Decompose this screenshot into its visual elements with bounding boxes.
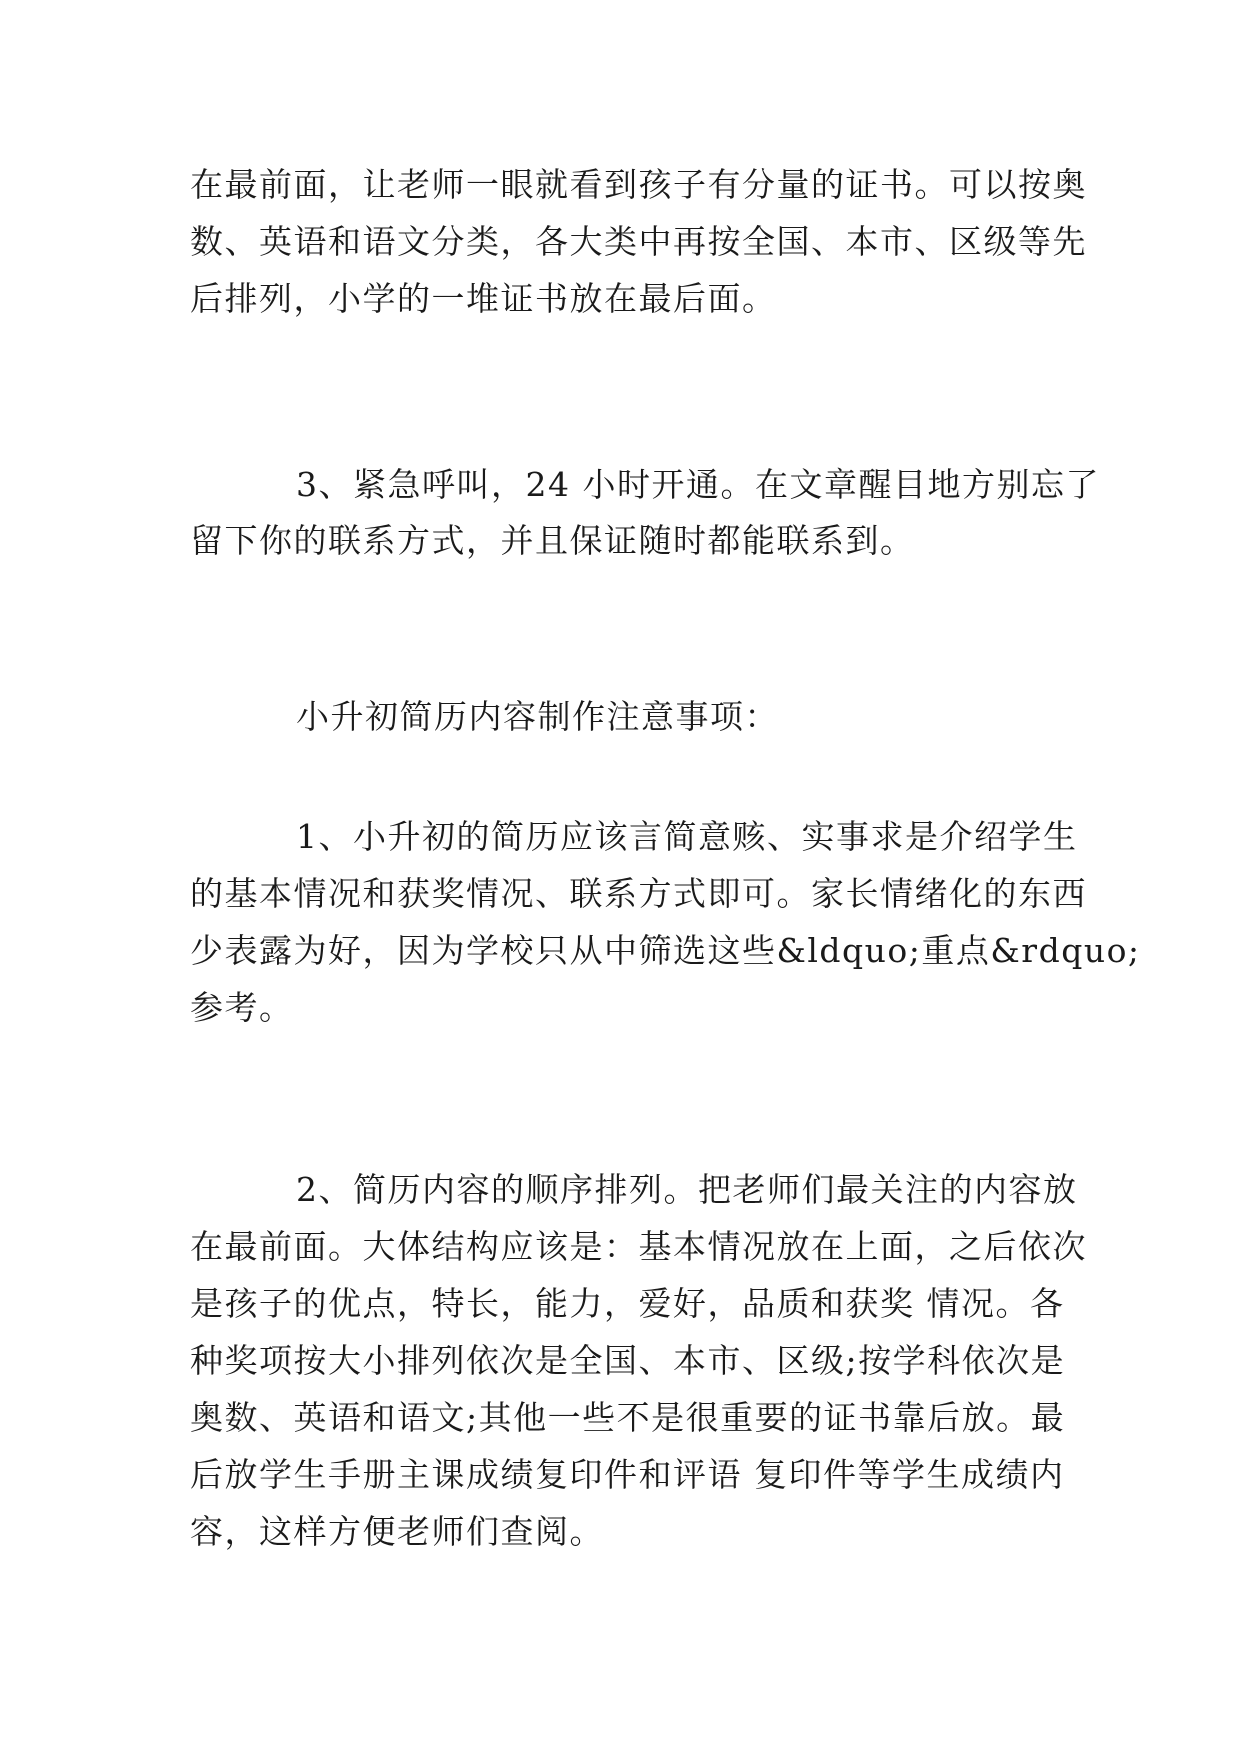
paragraph-line: 种奖项按大小排列依次是全国、本市、区级;按学科依次是 [190, 1341, 1066, 1380]
paragraph-line: 2、简历内容的顺序排列。把老师们最关注的内容放 [296, 1170, 1078, 1209]
paragraph-line: 在最前面。大体结构应该是：基本情况放在上面，之后依次 [190, 1227, 1087, 1266]
paragraph-line: 留下你的联系方式，并且保证随时都能联系到。 [190, 521, 915, 560]
paragraph-line: 是孩子的优点，特长，能力，爱好，品质和获奖 情况。各 [190, 1284, 1065, 1323]
paragraph-line: 参考。 [190, 988, 294, 1027]
paragraph-line: 后放学生手册主课成绩复印件和评语 复印件等学生成绩内 [190, 1455, 1065, 1494]
paragraph-line: 后排列，小学的一堆证书放在最后面。 [190, 279, 777, 318]
paragraph-line: 少表露为好，因为学校只从中筛选这些&ldquo;重点&rdquo; [190, 931, 1141, 970]
paragraph-line: 奥数、英语和语文;其他一些不是很重要的证书靠后放。最 [190, 1398, 1066, 1437]
paragraph-line: 3、紧急呼叫，24 小时开通。在文章醒目地方别忘了 [296, 465, 1100, 504]
paragraph-line: 1、小升初的简历应该言简意赅、实事求是介绍学生 [296, 817, 1078, 856]
paragraph-line: 的基本情况和获奖情况、联系方式即可。家长情绪化的东西 [190, 874, 1087, 913]
section-heading: 小升初简历内容制作注意事项： [296, 697, 779, 736]
paragraph-line: 容，这样方便老师们查阅。 [190, 1512, 604, 1551]
paragraph-line: 数、英语和语文分类，各大类中再按全国、本市、区级等先 [190, 222, 1087, 261]
paragraph-line: 在最前面，让老师一眼就看到孩子有分量的证书。可以按奥 [190, 165, 1087, 204]
